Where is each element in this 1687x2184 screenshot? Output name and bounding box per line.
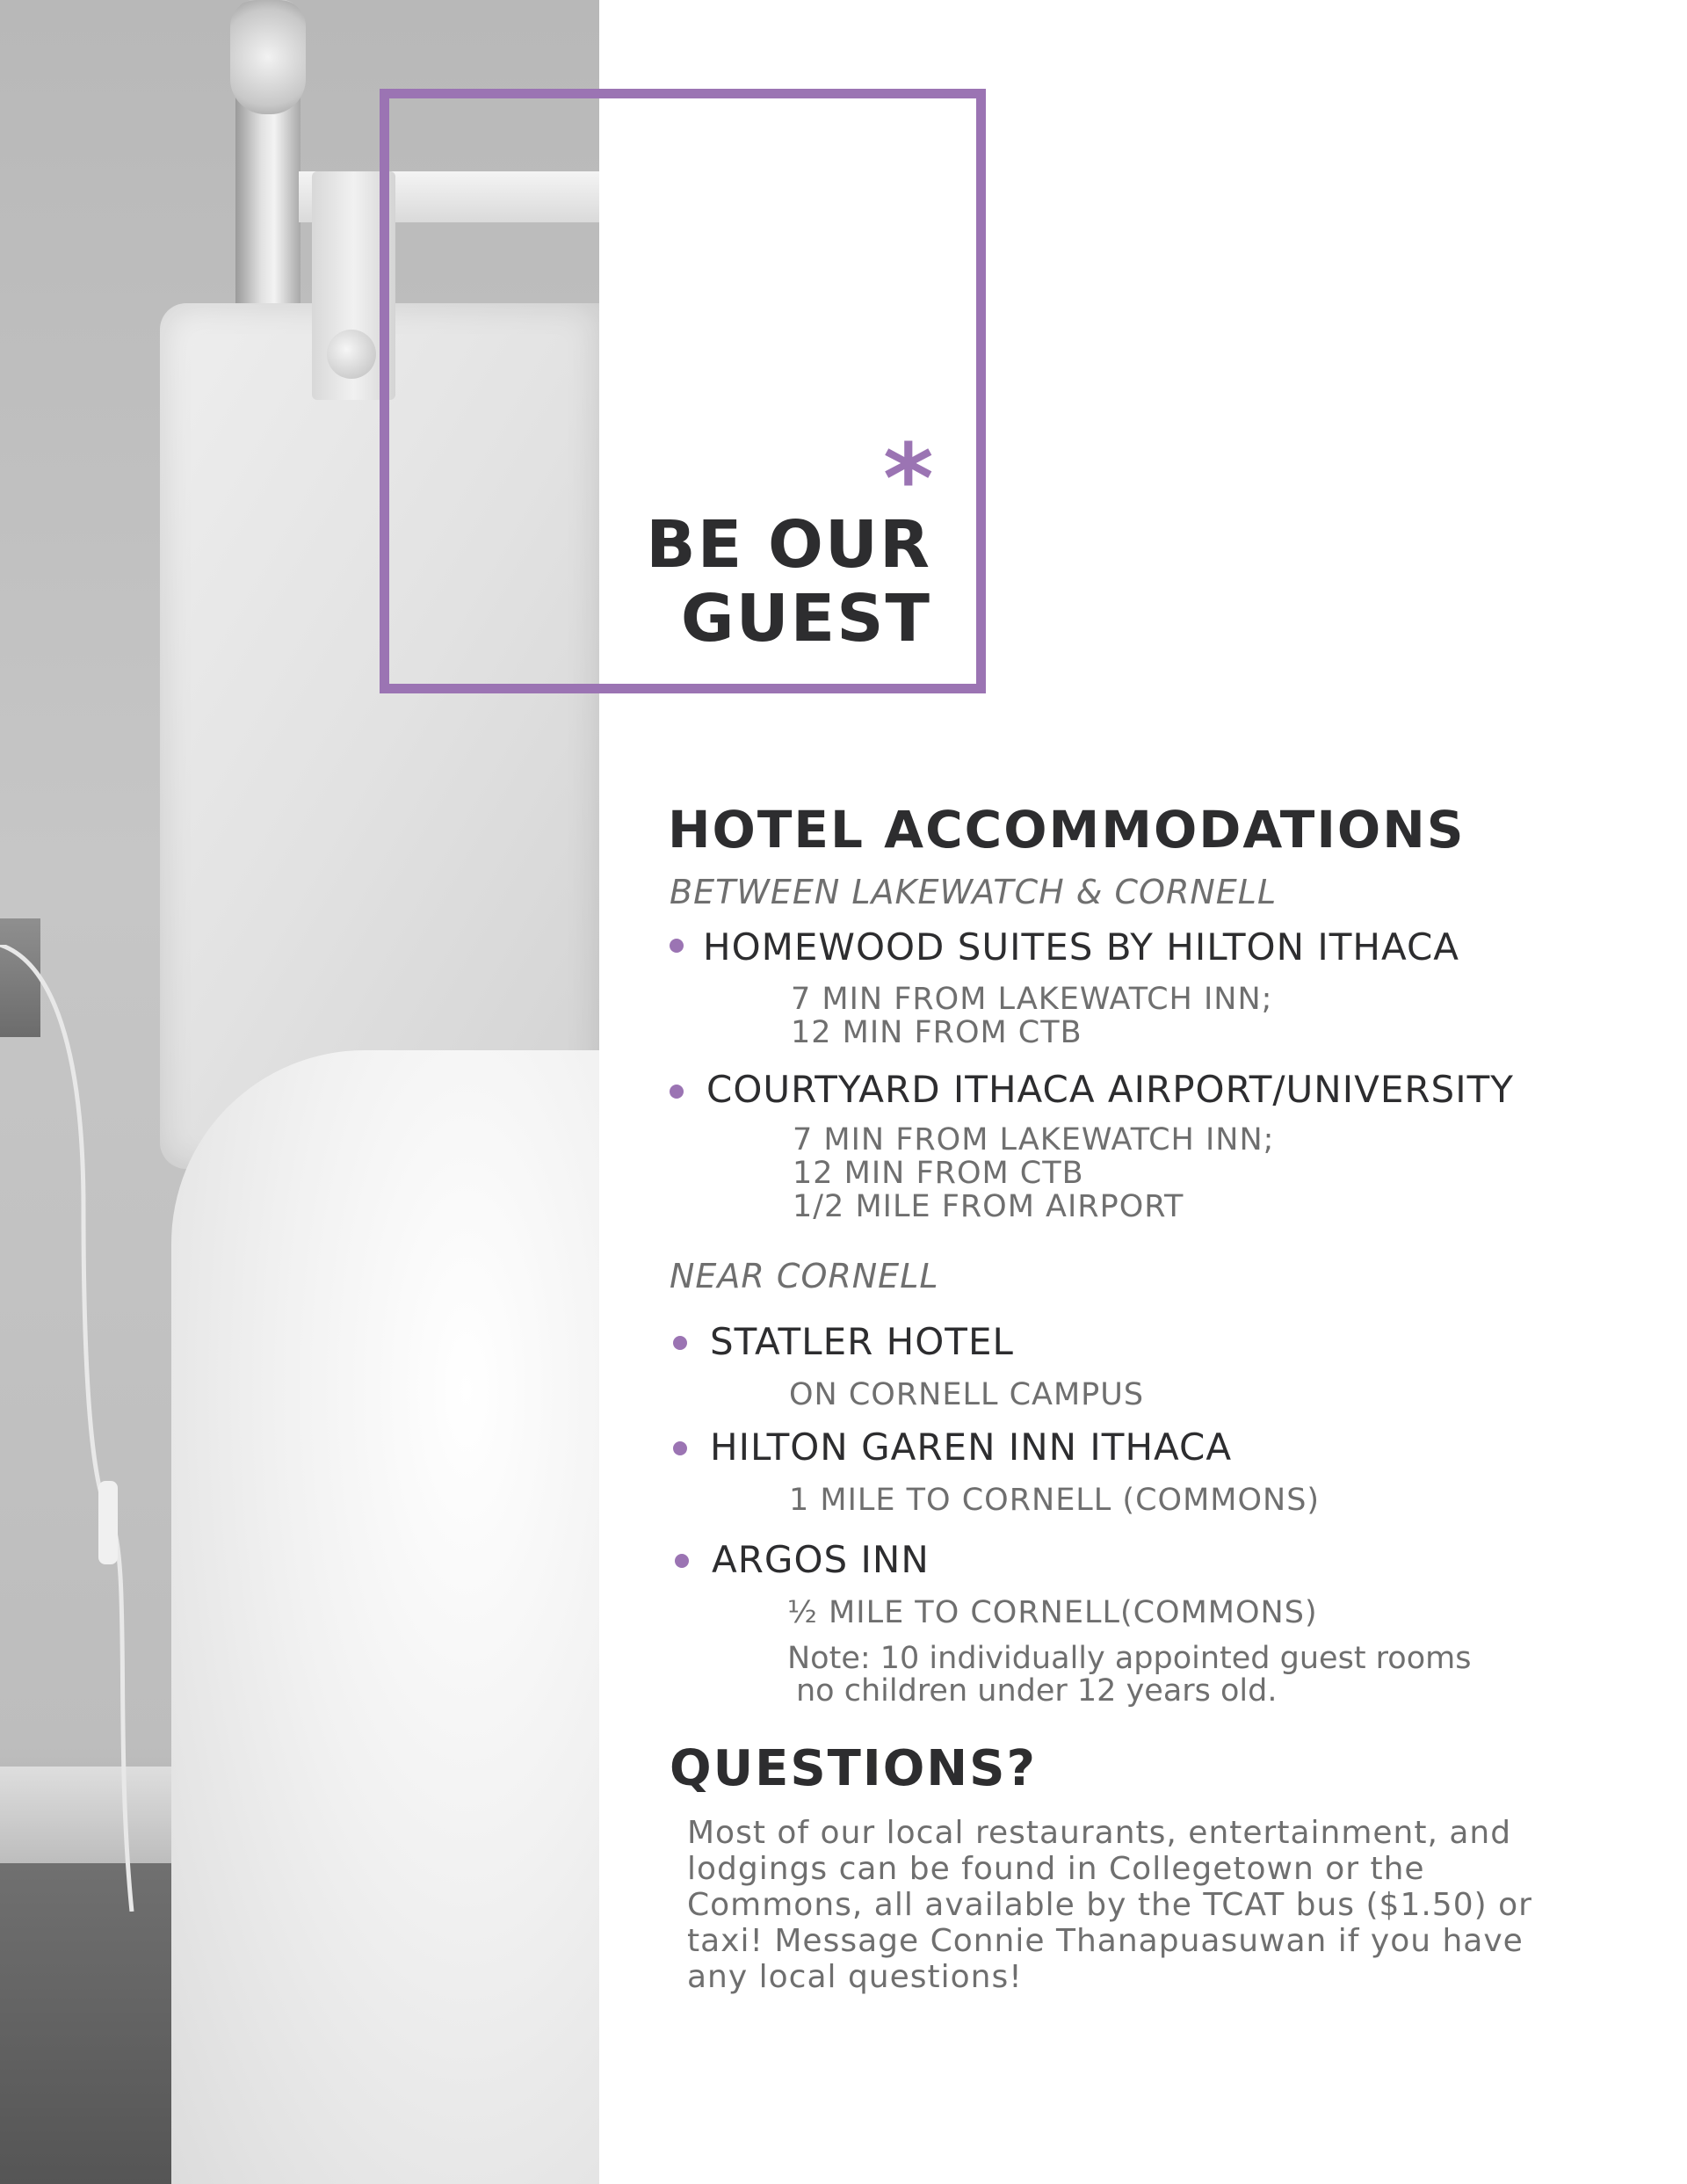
hotel-detail: ½ MILE TO CORNELL(COMMONS) xyxy=(787,1595,1318,1630)
group-label-lakewatch: BETWEEN LAKEWATCH & CORNELL xyxy=(670,873,1278,911)
hotel-name-hilton-garen: HILTON GAREN INN ITHACA xyxy=(710,1426,1233,1469)
hotel-detail: 7 MIN FROM LAKEWATCH INN; xyxy=(791,982,1273,1017)
bed-finial xyxy=(230,0,306,114)
questions-heading: QUESTIONS? xyxy=(670,1740,1037,1797)
bullet-icon xyxy=(673,1441,687,1455)
hotel-detail: 1 MILE TO CORNELL (COMMONS) xyxy=(789,1483,1321,1518)
hotel-detail: 12 MIN FROM CTB xyxy=(793,1156,1084,1191)
bedspread xyxy=(171,1050,599,2184)
bullet-icon xyxy=(670,1085,684,1099)
hotel-name-statler: STATLER HOTEL xyxy=(710,1320,1014,1363)
questions-line: Commons, all available by the TCAT bus ($1.50) or xyxy=(687,1887,1532,1923)
hotel-detail: 1/2 MILE FROM AIRPORT xyxy=(793,1189,1184,1224)
pillow-button xyxy=(327,330,376,379)
group-label-near-cornell: NEAR CORNELL xyxy=(670,1257,939,1295)
hotel-name-argos: ARGOS INN xyxy=(712,1538,930,1581)
title-line-1: BE OUR xyxy=(646,507,931,583)
questions-line: Most of our local restaurants, entertainment, and xyxy=(687,1815,1512,1851)
bullet-icon xyxy=(675,1554,689,1568)
questions-paragraph xyxy=(687,1815,1636,1995)
hotel-note: no children under 12 years old. xyxy=(796,1673,1278,1709)
page-title xyxy=(641,508,931,656)
hotel-detail: ON CORNELL CAMPUS xyxy=(789,1377,1145,1412)
hotel-name-courtyard: COURTYARD ITHACA AIRPORT/UNIVERSITY xyxy=(706,1068,1514,1111)
accommodations-heading: HOTEL ACCOMMODATIONS xyxy=(668,800,1466,860)
title-line-2: GUEST xyxy=(680,581,931,657)
hotel-detail: 7 MIN FROM LAKEWATCH INN; xyxy=(793,1122,1275,1157)
questions-line: any local questions! xyxy=(687,1959,1023,1995)
questions-line: lodgings can be found in Collegetown or the xyxy=(687,1851,1425,1887)
bullet-icon xyxy=(670,939,684,953)
hotel-note: Note: 10 individually appointed guest rooms xyxy=(787,1641,1472,1676)
asterisk-icon: * xyxy=(883,423,934,535)
questions-line: taxi! Message Connie Thanapuasuwan if you have xyxy=(687,1923,1524,1959)
lamp-cord xyxy=(0,945,141,1912)
hotel-name-homewood: HOMEWOOD SUITES BY HILTON ITHACA xyxy=(703,925,1460,969)
hotel-detail: 12 MIN FROM CTB xyxy=(791,1015,1082,1050)
bullet-icon xyxy=(673,1336,687,1350)
